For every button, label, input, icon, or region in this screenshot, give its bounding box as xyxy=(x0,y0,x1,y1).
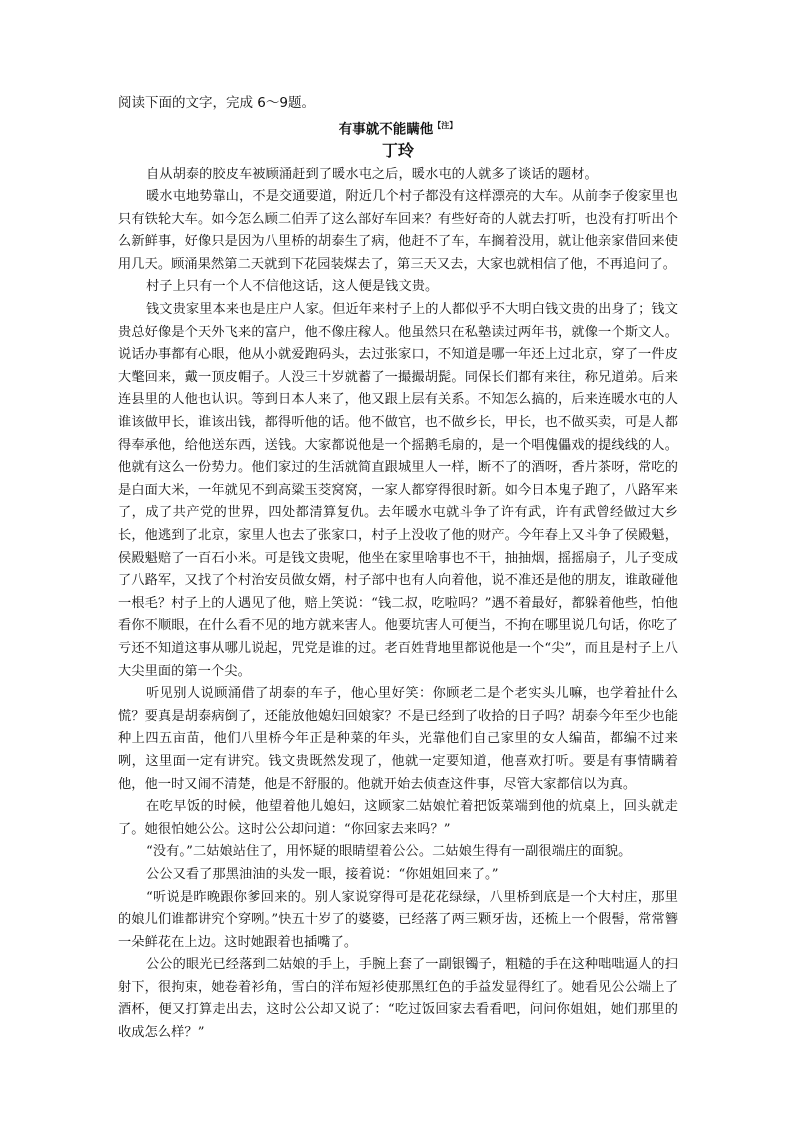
paragraph: 公公又看了那黑油油的头发一眼，接着说：“你姐姐回来了。” xyxy=(146,866,499,882)
paragraph: 听见别人说顾涌借了胡泰的车子，他心里好笑：你顾老二是个老实头儿嘛，也学着扯什么慌？要真是胡泰病倒了，还能放他媳妇回娘家？不是已经到了收拾的日子吗？胡泰今年至少也能种上四五亩苗，他们八里桥今年正是种菜的年头，光靠他们自己家里的女人编苗，都编不过来咧，这里面一定有讲究。钱文贵既然发现了，他就一定要知道，他喜欢打听。要是有事情瞒着他，他一时又闹不清楚，他是不舒服的。他就开始去侦查这件事，尽管大家都信以为真。 xyxy=(118,686,678,792)
article-body xyxy=(118,164,678,1045)
paragraph: 公公的眼光已经落到二姑娘的手上，手腕上套了一副银镯子，粗糙的手在这种咄咄逼人的扫射下，很拘束，她卷着衫角，雪白的洋布短衫使那黑红色的手益发显得红了。她看见公公端上了酒杯，便又打算走出去，这时公公却又说了：“吃过饭回家去看看吧，问问你姐姐，她们那里的收成怎么样？” xyxy=(118,957,678,1041)
paragraph: “没有。”二姑娘站住了，用怀疑的眼睛望着公公。二姑娘生得有一副很端庄的面貌。 xyxy=(146,844,632,860)
reading-instruction: 阅读下面的文字，完成 6～9题。 xyxy=(118,95,315,111)
paragraph: 自从胡泰的胶皮车被顾涌赶到了暖水屯之后，暖水屯的人就多了谈话的题材。 xyxy=(146,166,598,182)
paragraph: 暖水屯地势靠山，不是交通要道，附近几个村子都没有这样漂亮的大车。从前李子俊家里也只有铁轮大车。如今怎么顾二伯弄了这么部好车回来？有些好奇的人就去打听，也没有打听出个么新鲜事，好像只是因为八里桥的胡泰生了病，他赶不了车，车搁着没用，就让他亲家借回来使用几天。顾涌果然第二天就到下花园装煤去了，第三天又去，大家也就相信了他，不再追问了。 xyxy=(118,189,678,272)
paragraph: 在吃早饭的时候，他望着他儿媳妇，这顾家二姑娘忙着把饭菜端到他的炕桌上，回头就走了。她很怕她公公。这时公公却问道：“你回家去来吗？” xyxy=(118,799,678,837)
document-content xyxy=(118,93,678,1045)
paragraph: 村子上只有一个人不信他这话，这人便是钱文贵。 xyxy=(146,279,439,295)
title-note-marker: 【注】 xyxy=(433,121,458,130)
paragraph: 钱文贵家里本来也是庄户人家。但近年来村子上的人都似乎不大明白钱文贵的出身了；钱文贵总好像是个天外飞来的富户，他不像庄稼人。他虽然只在私塾读过两年书，就像一个斯文人。说话办事都有心眼，他从小就爱跑码头，去过张家口，不知道是哪一年还上过北京，穿了一件皮大氅回来，戴一顶皮帽子。人没三十岁就蓄了一撮撮胡髭。同保长们都有来往，称兄道弟。后来连县里的人他也认识。等到日本人来了，他又跟上层有关系。不知怎么搞的，后来连暖水屯的人谁该做甲长，谁该出钱，都得听他的话。他不做官，也不做乡长，甲长，也不做买卖，可是人都得奉承他，给他送东西，送钱。大家都说他是一个摇鹅毛扇的，是一个唱傀儡戏的提线线的人。他就有这么一份势力。他们家过的生活就简直跟城里人一样，断不了的酒呀，香片茶呀，常吃的是白面大米，一年就见不到高粱玉茭窝窝，一家人都穿得很时新。如今日本鬼子跑了，八路军来了，成了共产党的世界，四处都清算复仇。去年暖水屯就斗争了许有武，许有武曾经做过大乡长，他逃到了北京，家里人也去了张家口，村子上没收了他的财产。今年春上又斗争了侯殿魁，侯殿魁赔了一百石小米。可是钱文贵呢，他坐在家里啥事也不干，抽抽烟，摇摇扇子，儿子变成了八路军，又找了个村治安员做女婿，村子部中也有人向着他，说不准还是他的朋友，谁敢碰他一根毛？村子上的人遇见了他，赔上笑说：“钱二叔，吃啦吗？”遇不着最好，都躲着他些，怕他看你不顺眼，在什么看不见的地方就来害人。他要坑害人可便当，不拘在哪里说几句话，你吃了亏还不知道这事从哪儿说起，咒党是谁的过。老百姓背地里都说他是一个“尖”，而且是村子上八大尖里面的第一个尖。 xyxy=(118,302,678,679)
article-title-text: 有事就不能瞒他 xyxy=(338,121,434,138)
paragraph: “听说是昨晚跟你爹回来的。别人家说穿得可是花花绿绿，八里桥到底是一个大村庄，那里的娘儿们谁都讲究个穿咧。”快五十岁了的婆婆，已经落了两三颗牙齿，还梳上一个假髻，常常簪一朵鲜花在上边。这时她跟着也插嘴了。 xyxy=(118,889,678,950)
article-title xyxy=(118,116,678,140)
article-author: 丁玲 xyxy=(381,140,414,160)
